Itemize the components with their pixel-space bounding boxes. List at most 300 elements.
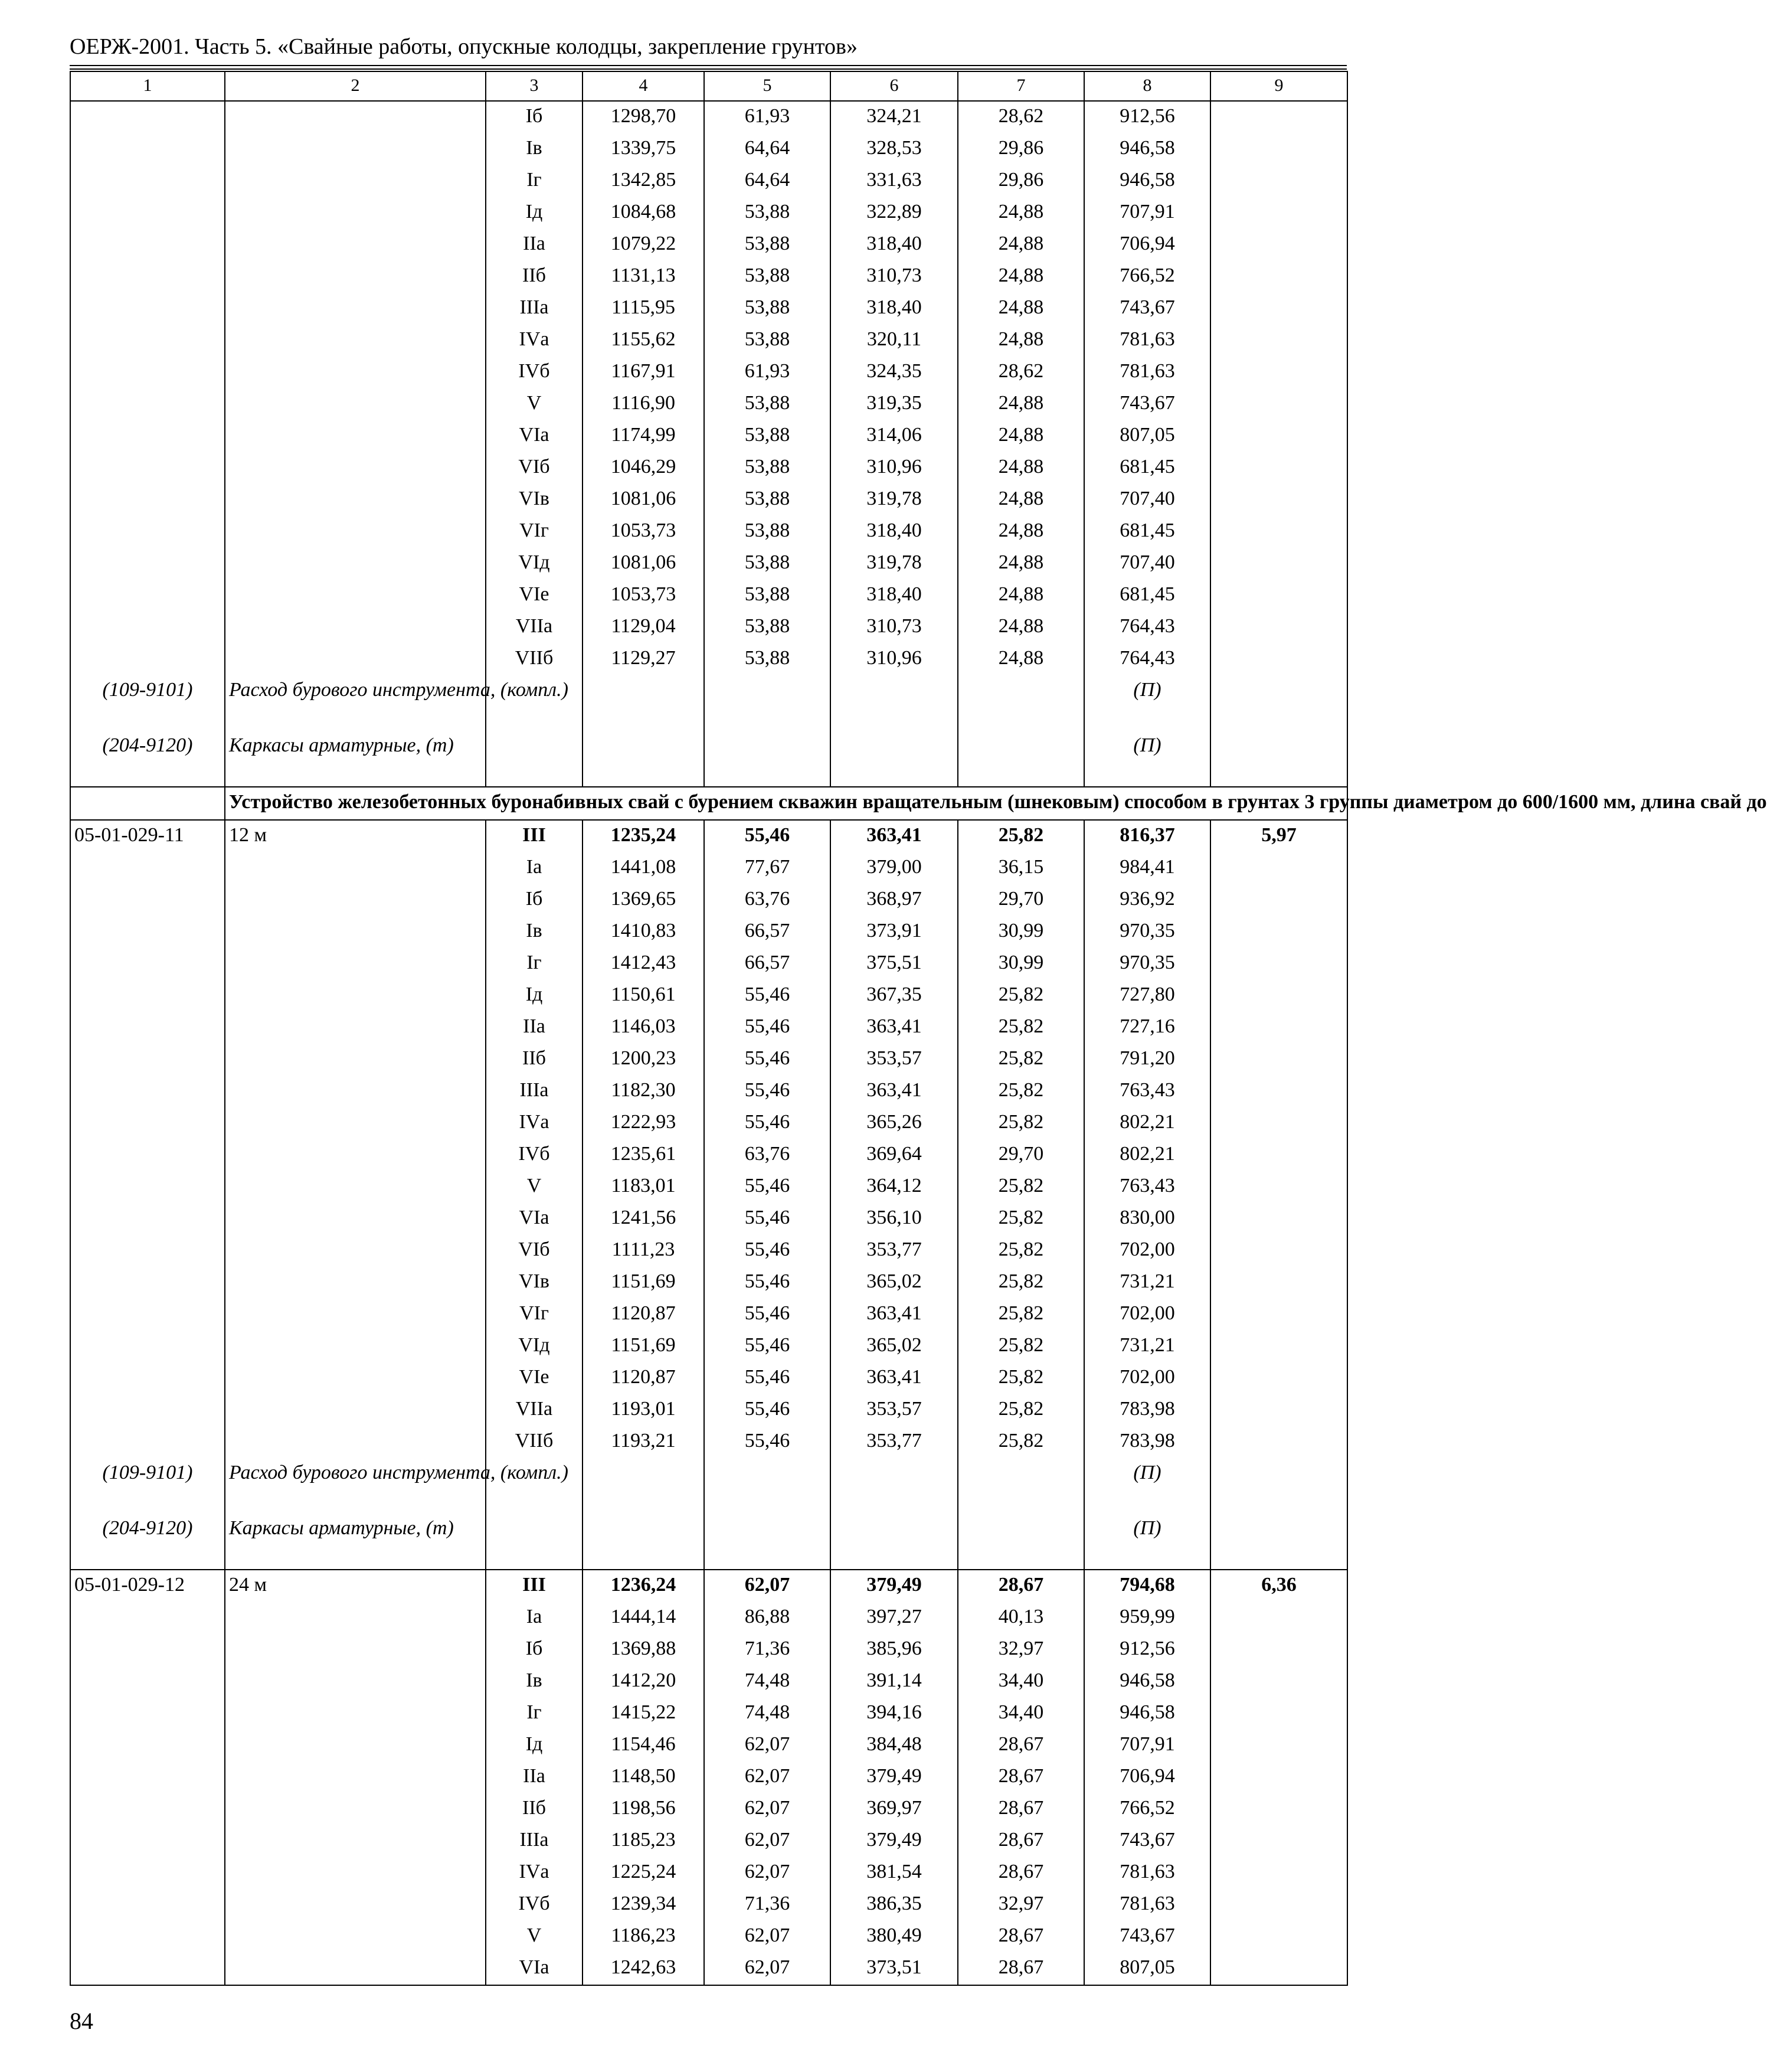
name-cell — [225, 916, 486, 948]
value-cell: 380,49 — [830, 1921, 958, 1953]
value-cell: 24,88 — [958, 261, 1084, 293]
name-cell — [225, 165, 486, 197]
value-cell: 25,82 — [958, 1267, 1084, 1299]
value-cell: 702,00 — [1084, 1362, 1210, 1394]
empty-cell — [583, 731, 704, 787]
table-row — [70, 229, 1347, 261]
value-cell — [1210, 1698, 1347, 1730]
value-cell: 24,88 — [958, 229, 1084, 261]
value-cell: 53,88 — [704, 293, 830, 325]
table-row — [70, 1953, 1347, 1985]
soil-group-cell: IVа — [486, 325, 583, 357]
table-row — [70, 1825, 1347, 1857]
name-cell: 24 м — [225, 1570, 486, 1602]
material-name-cell: Каркасы арматурные, (т) — [225, 1514, 486, 1570]
code-cell — [70, 133, 225, 165]
soil-group-cell: VIг — [486, 516, 583, 548]
value-cell: 946,58 — [1084, 165, 1210, 197]
code-cell — [70, 1044, 225, 1076]
value-cell: 394,16 — [830, 1698, 958, 1730]
table-row — [70, 580, 1347, 612]
code-cell — [70, 1634, 225, 1666]
value-cell: 1193,21 — [583, 1426, 704, 1458]
value-cell: 385,96 — [830, 1634, 958, 1666]
soil-group-cell: VIа — [486, 1953, 583, 1985]
column-number-cell: 7 — [958, 71, 1084, 101]
value-cell: 28,67 — [958, 1730, 1084, 1761]
code-cell — [70, 1666, 225, 1698]
name-cell — [225, 1267, 486, 1299]
empty-cell — [583, 1514, 704, 1570]
code-cell — [70, 261, 225, 293]
value-cell: 64,64 — [704, 165, 830, 197]
name-cell — [225, 1953, 486, 1985]
table-row — [70, 357, 1347, 388]
value-cell: 25,82 — [958, 1394, 1084, 1426]
name-cell — [225, 1634, 486, 1666]
value-cell: 53,88 — [704, 420, 830, 452]
value-cell: 1369,65 — [583, 884, 704, 916]
value-cell: 1150,61 — [583, 980, 704, 1012]
value-cell — [1210, 1012, 1347, 1044]
table-row — [70, 1857, 1347, 1889]
value-cell: 379,49 — [830, 1761, 958, 1793]
value-cell: 25,82 — [958, 1203, 1084, 1235]
name-cell — [225, 643, 486, 675]
value-cell: 379,49 — [830, 1825, 958, 1857]
value-cell: 310,73 — [830, 612, 958, 643]
table-row — [70, 1761, 1347, 1793]
name-cell — [225, 1171, 486, 1203]
value-cell: 319,78 — [830, 548, 958, 580]
value-cell: 53,88 — [704, 452, 830, 484]
value-cell: 912,56 — [1084, 101, 1210, 133]
material-code-cell: (204-9120) — [70, 1514, 225, 1570]
value-cell — [1210, 1761, 1347, 1793]
value-cell: 1151,69 — [583, 1267, 704, 1299]
value-cell — [1210, 1203, 1347, 1235]
soil-group-cell: IVб — [486, 1889, 583, 1921]
value-cell: 53,88 — [704, 484, 830, 516]
value-cell: 1412,20 — [583, 1666, 704, 1698]
value-cell — [1210, 1921, 1347, 1953]
soil-group-cell: V — [486, 1171, 583, 1203]
value-cell: 373,51 — [830, 1953, 958, 1985]
table-row — [70, 1267, 1347, 1299]
material-value-cell: (П) — [1084, 1458, 1210, 1514]
value-cell: 1154,46 — [583, 1730, 704, 1761]
value-cell — [1210, 165, 1347, 197]
column-number-cell: 9 — [1210, 71, 1347, 101]
name-cell — [225, 1825, 486, 1857]
value-cell: 959,99 — [1084, 1602, 1210, 1634]
column-number-cell: 1 — [70, 71, 225, 101]
value-cell: 830,00 — [1084, 1203, 1210, 1235]
table-row — [70, 1426, 1347, 1458]
name-cell — [225, 1331, 486, 1362]
value-cell: 55,46 — [704, 1362, 830, 1394]
column-number-cell: 8 — [1084, 71, 1210, 101]
code-cell — [70, 484, 225, 516]
value-cell: 55,46 — [704, 1426, 830, 1458]
soil-group-cell: VIIб — [486, 1426, 583, 1458]
name-cell — [225, 484, 486, 516]
value-cell: 766,52 — [1084, 261, 1210, 293]
soil-group-cell: VIе — [486, 1362, 583, 1394]
value-cell: 55,46 — [704, 820, 830, 852]
value-cell: 1415,22 — [583, 1698, 704, 1730]
value-cell: 62,07 — [704, 1793, 830, 1825]
value-cell: 381,54 — [830, 1857, 958, 1889]
value-cell: 63,76 — [704, 884, 830, 916]
soil-group-cell: VIIа — [486, 1394, 583, 1426]
soil-group-cell: VIIа — [486, 612, 583, 643]
value-cell: 62,07 — [704, 1730, 830, 1761]
value-cell: 62,07 — [704, 1570, 830, 1602]
soil-group-cell: IIIа — [486, 1076, 583, 1107]
table-row — [70, 1793, 1347, 1825]
code-cell — [70, 852, 225, 884]
table-row — [70, 948, 1347, 980]
header-rule — [70, 65, 1347, 66]
table-row — [70, 1235, 1347, 1267]
name-cell — [225, 452, 486, 484]
value-cell: 1198,56 — [583, 1793, 704, 1825]
value-cell: 1120,87 — [583, 1362, 704, 1394]
table-row — [70, 1331, 1347, 1362]
name-cell — [225, 1299, 486, 1331]
name-cell — [225, 580, 486, 612]
code-cell — [70, 916, 225, 948]
value-cell: 731,21 — [1084, 1331, 1210, 1362]
price-table — [70, 71, 1767, 1986]
value-cell: 1200,23 — [583, 1044, 704, 1076]
name-cell — [225, 1076, 486, 1107]
table-row — [70, 1698, 1347, 1730]
value-cell: 62,07 — [704, 1953, 830, 1985]
value-cell: 28,62 — [958, 101, 1084, 133]
value-cell: 1131,13 — [583, 261, 704, 293]
value-cell: 794,68 — [1084, 1570, 1210, 1602]
value-cell: 25,82 — [958, 1235, 1084, 1267]
table-row — [70, 484, 1347, 516]
value-cell: 62,07 — [704, 1825, 830, 1857]
table-row — [70, 1203, 1347, 1235]
code-cell — [70, 1825, 225, 1857]
value-cell: 1115,95 — [583, 293, 704, 325]
value-cell: 1116,90 — [583, 388, 704, 420]
value-cell: 363,41 — [830, 1076, 958, 1107]
soil-group-cell: Iд — [486, 197, 583, 229]
empty-cell — [1210, 1514, 1347, 1570]
material-code-cell: (109-9101) — [70, 1458, 225, 1514]
code-cell — [70, 197, 225, 229]
value-cell: 369,64 — [830, 1139, 958, 1171]
value-cell: 32,97 — [958, 1889, 1084, 1921]
value-cell: 1120,87 — [583, 1299, 704, 1331]
value-cell: 1342,85 — [583, 165, 704, 197]
value-cell: 707,91 — [1084, 197, 1210, 229]
value-cell — [1210, 1299, 1347, 1331]
name-cell — [225, 948, 486, 980]
code-cell — [70, 1857, 225, 1889]
value-cell — [1210, 1857, 1347, 1889]
value-cell — [1210, 452, 1347, 484]
empty-cell — [958, 675, 1084, 731]
code-cell — [70, 1139, 225, 1171]
value-cell: 318,40 — [830, 580, 958, 612]
table-row — [70, 1076, 1347, 1107]
value-cell: 53,88 — [704, 580, 830, 612]
value-cell: 1183,01 — [583, 1171, 704, 1203]
name-cell — [225, 325, 486, 357]
value-cell: 781,63 — [1084, 357, 1210, 388]
value-cell — [1210, 1602, 1347, 1634]
code-cell — [70, 101, 225, 133]
empty-cell — [583, 675, 704, 731]
soil-group-cell: Iб — [486, 884, 583, 916]
name-cell — [225, 516, 486, 548]
value-cell: 53,88 — [704, 261, 830, 293]
value-cell: 319,35 — [830, 388, 958, 420]
value-cell: 24,88 — [958, 420, 1084, 452]
value-cell: 25,82 — [958, 1076, 1084, 1107]
name-cell — [225, 980, 486, 1012]
material-code-cell: (204-9120) — [70, 731, 225, 787]
value-cell: 397,27 — [830, 1602, 958, 1634]
value-cell: 781,63 — [1084, 1857, 1210, 1889]
value-cell — [1210, 643, 1347, 675]
name-cell — [225, 1666, 486, 1698]
value-cell: 61,93 — [704, 101, 830, 133]
value-cell: 1186,23 — [583, 1921, 704, 1953]
value-cell — [1210, 1331, 1347, 1362]
column-number-cell: 5 — [704, 71, 830, 101]
table-row — [70, 1458, 1347, 1514]
value-cell: 1222,93 — [583, 1107, 704, 1139]
value-cell: 706,94 — [1084, 229, 1210, 261]
value-cell: 1441,08 — [583, 852, 704, 884]
value-cell: 55,46 — [704, 1267, 830, 1299]
soil-group-cell: Iв — [486, 1666, 583, 1698]
value-cell — [1210, 388, 1347, 420]
value-cell: 53,88 — [704, 388, 830, 420]
value-cell — [1210, 420, 1347, 452]
value-cell: 1185,23 — [583, 1825, 704, 1857]
empty-cell — [830, 1458, 958, 1514]
value-cell: 53,88 — [704, 516, 830, 548]
value-cell: 1174,99 — [583, 420, 704, 452]
empty-cell — [704, 1514, 830, 1570]
value-cell: 1148,50 — [583, 1761, 704, 1793]
value-cell — [1210, 197, 1347, 229]
table-row — [70, 1044, 1347, 1076]
value-cell: 74,48 — [704, 1698, 830, 1730]
soil-group-cell: V — [486, 388, 583, 420]
soil-group-cell: IVб — [486, 357, 583, 388]
page-header: ОЕРЖ-2001. Часть 5. «Свайные работы, опускные колодцы, закрепление грунтов» — [70, 34, 858, 59]
table-row — [70, 1139, 1347, 1171]
value-cell: 24,88 — [958, 580, 1084, 612]
table-row — [70, 612, 1347, 643]
table-row — [70, 675, 1347, 731]
value-cell: 55,46 — [704, 1012, 830, 1044]
value-cell: 384,48 — [830, 1730, 958, 1761]
value-cell: 319,78 — [830, 484, 958, 516]
material-code-cell: (109-9101) — [70, 675, 225, 731]
value-cell — [1210, 1889, 1347, 1921]
section-title: Устройство железобетонных буронабивных свай с бурением скважин вращательным (шнековым) способом в грунтах 3 группы диаметром до 600/1600 мм, длина свай до — [225, 787, 1347, 820]
table-row — [70, 1666, 1347, 1698]
value-cell: 55,46 — [704, 1331, 830, 1362]
code-cell — [70, 1331, 225, 1362]
table-row — [70, 731, 1347, 787]
value-cell: 1298,70 — [583, 101, 704, 133]
name-cell — [225, 133, 486, 165]
soil-group-cell: VIв — [486, 1267, 583, 1299]
value-cell: 1155,62 — [583, 325, 704, 357]
code-cell — [70, 1299, 225, 1331]
code-cell — [70, 516, 225, 548]
table-row — [70, 548, 1347, 580]
value-cell: 32,97 — [958, 1634, 1084, 1666]
value-cell — [1210, 1107, 1347, 1139]
value-cell: 379,49 — [830, 1570, 958, 1602]
code-cell — [70, 325, 225, 357]
value-cell: 763,43 — [1084, 1076, 1210, 1107]
empty-cell — [70, 787, 225, 820]
value-cell: 353,77 — [830, 1235, 958, 1267]
soil-group-cell: VIд — [486, 1331, 583, 1362]
name-cell — [225, 101, 486, 133]
value-cell: 24,88 — [958, 484, 1084, 516]
table-row — [70, 1921, 1347, 1953]
value-cell: 55,46 — [704, 1203, 830, 1235]
table-row — [70, 165, 1347, 197]
value-cell: 391,14 — [830, 1666, 958, 1698]
value-cell: 25,82 — [958, 1171, 1084, 1203]
table-row — [70, 787, 1347, 820]
value-cell: 29,70 — [958, 1139, 1084, 1171]
table-row — [70, 452, 1347, 484]
code-cell — [70, 884, 225, 916]
value-cell: 1182,30 — [583, 1076, 704, 1107]
value-cell — [1210, 612, 1347, 643]
name-cell — [225, 548, 486, 580]
column-number-cell: 4 — [583, 71, 704, 101]
code-cell — [70, 165, 225, 197]
value-cell: 61,93 — [704, 357, 830, 388]
value-cell — [1210, 852, 1347, 884]
value-cell: 1242,63 — [583, 1953, 704, 1985]
name-cell — [225, 1730, 486, 1761]
value-cell — [1210, 1666, 1347, 1698]
value-cell: 386,35 — [830, 1889, 958, 1921]
value-cell: 25,82 — [958, 1299, 1084, 1331]
code-cell — [70, 1793, 225, 1825]
table-row — [70, 852, 1347, 884]
value-cell: 66,57 — [704, 948, 830, 980]
value-cell: 310,96 — [830, 643, 958, 675]
value-cell — [1210, 916, 1347, 948]
table-row — [70, 916, 1347, 948]
name-cell — [225, 1698, 486, 1730]
value-cell: 24,88 — [958, 612, 1084, 643]
value-cell: 314,06 — [830, 420, 958, 452]
value-cell: 706,94 — [1084, 1761, 1210, 1793]
value-cell: 24,88 — [958, 516, 1084, 548]
value-cell: 25,82 — [958, 1107, 1084, 1139]
value-cell: 365,26 — [830, 1107, 958, 1139]
value-cell: 53,88 — [704, 643, 830, 675]
value-cell: 318,40 — [830, 229, 958, 261]
table-row — [70, 1299, 1347, 1331]
value-cell: 24,88 — [958, 388, 1084, 420]
table-row — [70, 1394, 1347, 1426]
value-cell: 353,77 — [830, 1426, 958, 1458]
code-cell — [70, 948, 225, 980]
value-cell — [1210, 1634, 1347, 1666]
name-cell — [225, 1889, 486, 1921]
value-cell: 318,40 — [830, 516, 958, 548]
value-cell: 1084,68 — [583, 197, 704, 229]
soil-group-cell: Iб — [486, 1634, 583, 1666]
value-cell: 1412,43 — [583, 948, 704, 980]
empty-cell — [1210, 675, 1347, 731]
name-cell — [225, 1012, 486, 1044]
value-cell: 970,35 — [1084, 916, 1210, 948]
value-cell: 74,48 — [704, 1666, 830, 1698]
value-cell: 25,82 — [958, 1012, 1084, 1044]
name-cell: 12 м — [225, 820, 486, 852]
value-cell: 353,57 — [830, 1044, 958, 1076]
value-cell: 1235,61 — [583, 1139, 704, 1171]
value-cell: 1129,27 — [583, 643, 704, 675]
code-cell — [70, 1171, 225, 1203]
value-cell: 64,64 — [704, 133, 830, 165]
value-cell: 1193,01 — [583, 1394, 704, 1426]
soil-group-cell: IVб — [486, 1139, 583, 1171]
soil-group-cell: Iа — [486, 1602, 583, 1634]
empty-cell — [486, 1514, 583, 1570]
name-cell — [225, 1235, 486, 1267]
value-cell: 353,57 — [830, 1394, 958, 1426]
value-cell: 24,88 — [958, 548, 1084, 580]
value-cell: 1167,91 — [583, 357, 704, 388]
code-cell — [70, 1203, 225, 1235]
soil-group-cell: VIб — [486, 1235, 583, 1267]
value-cell: 28,67 — [958, 1921, 1084, 1953]
value-cell: 24,88 — [958, 452, 1084, 484]
code-cell: 05-01-029-12 — [70, 1570, 225, 1602]
value-cell: 30,99 — [958, 948, 1084, 980]
code-cell — [70, 357, 225, 388]
name-cell — [225, 1107, 486, 1139]
value-cell: 28,67 — [958, 1857, 1084, 1889]
code-cell — [70, 388, 225, 420]
page-number: 84 — [70, 2008, 93, 2034]
code-cell — [70, 1889, 225, 1921]
value-cell — [1210, 484, 1347, 516]
value-cell: 764,43 — [1084, 643, 1210, 675]
value-cell: 55,46 — [704, 1394, 830, 1426]
value-cell: 363,41 — [830, 1362, 958, 1394]
value-cell: 707,40 — [1084, 548, 1210, 580]
value-cell: 34,40 — [958, 1666, 1084, 1698]
name-cell — [225, 852, 486, 884]
value-cell: 53,88 — [704, 229, 830, 261]
table-row — [70, 133, 1347, 165]
